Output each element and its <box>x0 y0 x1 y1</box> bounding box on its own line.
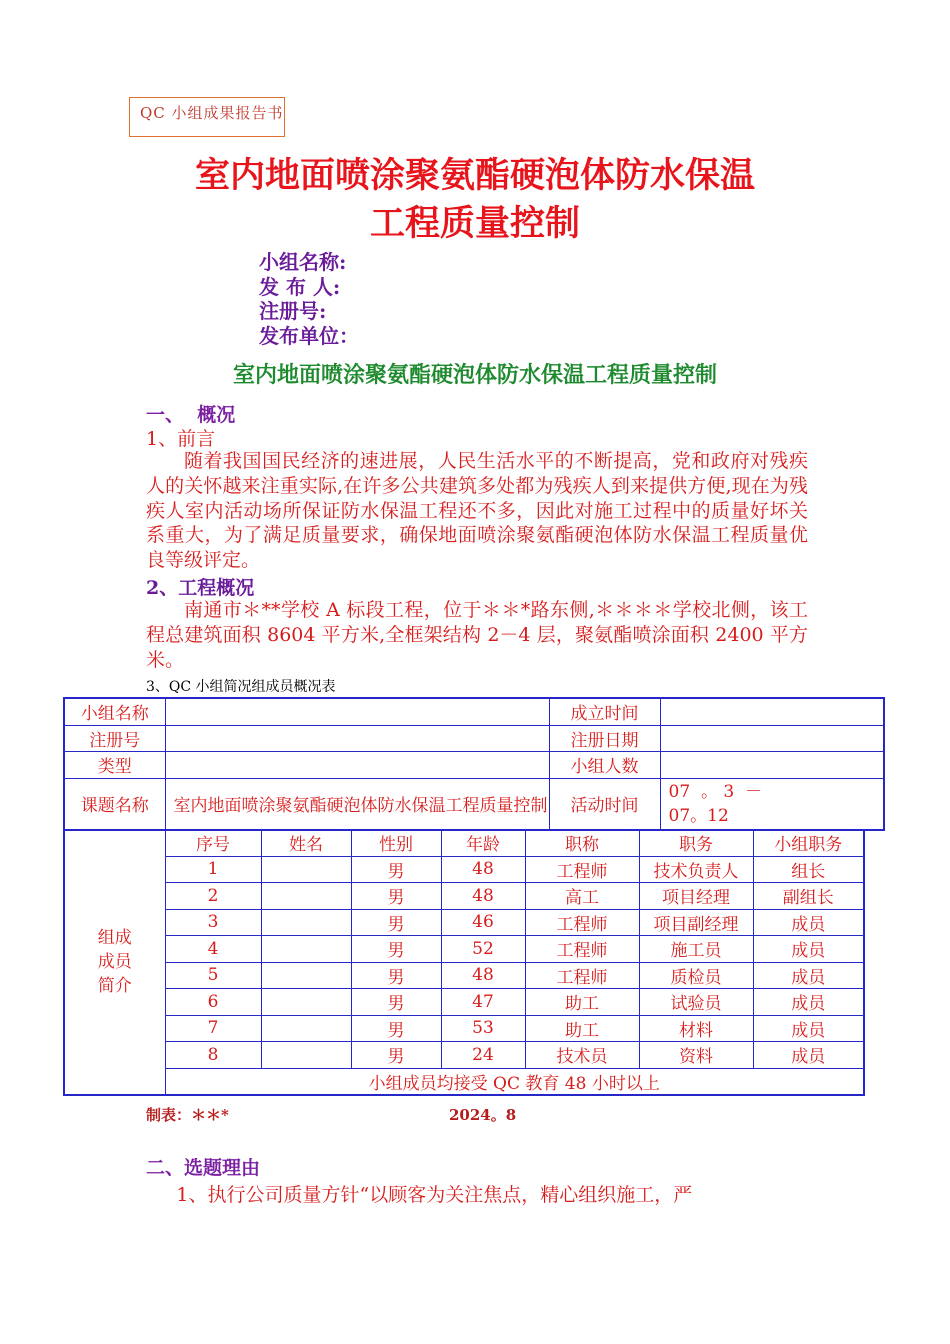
member-row <box>64 989 864 1016</box>
cell: 技术员 <box>525 1042 639 1069</box>
cell <box>261 1015 351 1042</box>
members-count-label: 小组人数 <box>549 752 660 779</box>
cell: 24 <box>441 1042 525 1069</box>
cell: 材料 <box>639 1015 753 1042</box>
member-row <box>64 909 864 936</box>
cell <box>261 909 351 936</box>
cell: 48 <box>441 883 525 910</box>
cell: 组长 <box>753 856 864 883</box>
activity-line-2: 07。12 <box>668 805 729 826</box>
cell: 工程师 <box>525 936 639 963</box>
cell: 资料 <box>639 1042 753 1069</box>
cell: 4 <box>165 936 261 963</box>
preface-text: 随着我国国民经济的速进展，人民生活水平的不断提高，党和政府对残疾人的关怀越来注重实际,在许多公共建筑多处都为残疾人到来提供方便,现在为残疾人室内活动场所保证防水保温工程还不多，因此对施工过程中的质量好坏关系重大，为了满足质量要求，确保地面喷涂聚氨酯硬泡体防水保温工程质量优良等级评定。 <box>146 450 808 572</box>
cell: 男 <box>351 936 441 963</box>
meta-reg-no: 注册号: <box>259 299 327 323</box>
cell: 男 <box>351 856 441 883</box>
cell: 成员 <box>753 962 864 989</box>
cell: 副组长 <box>753 883 864 910</box>
cell: 男 <box>351 1015 441 1042</box>
topic-value: 室内地面喷涂聚氨酯硬泡体防水保温工程质量控制 <box>165 778 549 830</box>
group-name-label: 小组名称 <box>64 698 165 725</box>
cell: 技术负责人 <box>639 856 753 883</box>
table-row-group-name <box>64 698 884 725</box>
cell: 男 <box>351 1042 441 1069</box>
member-row <box>64 936 864 963</box>
cell: 工程师 <box>525 856 639 883</box>
topic-label: 课题名称 <box>64 778 165 830</box>
preface-paragraph <box>146 449 808 573</box>
type-value <box>165 752 549 779</box>
member-row <box>64 1015 864 1042</box>
reg-date-label: 注册日期 <box>549 725 660 752</box>
cell: 52 <box>441 936 525 963</box>
section-2-paragraph: 1、执行公司质量方针“以顾客为关注焦点，精心组织施工，严 <box>176 1184 693 1206</box>
cell: 成员 <box>753 909 864 936</box>
cell: 高工 <box>525 883 639 910</box>
cell: 1 <box>165 856 261 883</box>
cell: 48 <box>441 962 525 989</box>
document-tag-box <box>129 97 285 137</box>
header-name: 姓名 <box>261 830 351 857</box>
table-row-topic <box>64 778 884 830</box>
cell: 工程师 <box>525 909 639 936</box>
report-meta <box>259 250 359 348</box>
cell: 施工员 <box>639 936 753 963</box>
cell <box>261 936 351 963</box>
cell: 助工 <box>525 989 639 1016</box>
section-2-heading: 二、选题理由 <box>146 1157 261 1179</box>
cell <box>261 856 351 883</box>
meta-publisher: 发 布 人: <box>259 274 341 299</box>
subtitle: 室内地面喷涂聚氨酯硬泡体防水保温工程质量控制 <box>232 363 717 388</box>
main-title-line-2: 工程质量控制 <box>369 204 580 244</box>
section-1-heading: 一、 概况 <box>146 404 236 426</box>
table-row-reg <box>64 725 884 752</box>
activity-value <box>660 778 884 830</box>
cell: 男 <box>351 883 441 910</box>
members-section-label <box>64 830 165 1096</box>
activity-label: 活动时间 <box>549 778 660 830</box>
table-row-type <box>64 752 884 779</box>
cell: 48 <box>441 856 525 883</box>
cell <box>261 989 351 1016</box>
cell: 7 <box>165 1015 261 1042</box>
project-overview-text: 南通市＊**学校 A 标段工程，位于＊＊*路东侧,＊＊＊＊学校北侧，该工程总建筑面积 8604 平方米,全框架结构 2－4 层，聚氨酯喷涂面积 2400 平方米。 <box>146 599 808 671</box>
cell: 8 <box>165 1042 261 1069</box>
table-date: 2024。8 <box>449 1106 517 1124</box>
table-caption: 3、QC 小组简况组成员概况表 <box>146 679 336 695</box>
qc-group-table-body <box>63 697 885 831</box>
cell <box>261 962 351 989</box>
members-label-2: 成员 <box>97 952 132 972</box>
cell: 47 <box>441 989 525 1016</box>
cell: 3 <box>165 909 261 936</box>
members-count-value <box>660 752 884 779</box>
table-maker: 制表：＊＊* <box>146 1106 229 1124</box>
member-row <box>64 883 864 910</box>
cell <box>261 1042 351 1069</box>
members-header-row <box>64 830 864 857</box>
member-row <box>64 1042 864 1069</box>
cell: 成员 <box>753 936 864 963</box>
cell: 项目经理 <box>639 883 753 910</box>
section-1-sub-2: 2、工程概况 <box>146 577 255 599</box>
cell: 5 <box>165 962 261 989</box>
cell: 成员 <box>753 1042 864 1069</box>
meta-group-name: 小组名称: <box>259 250 347 274</box>
meta-unit: 发布单位： <box>259 323 359 348</box>
member-row <box>64 856 864 883</box>
reg-label: 注册号 <box>64 725 165 752</box>
main-title-line-1: 室内地面喷涂聚氨酯硬泡体防水保温 <box>194 156 755 196</box>
cell <box>261 883 351 910</box>
section-1-sub-1: 1、前言 <box>146 428 216 450</box>
members-label-1: 组成 <box>97 928 132 948</box>
header-position: 职务 <box>639 830 753 857</box>
members-label-3: 简介 <box>97 976 132 996</box>
header-age: 年龄 <box>441 830 525 857</box>
table-footnote: 小组成员均接受 QC 教育 48 小时以上 <box>165 1068 864 1095</box>
cell: 男 <box>351 962 441 989</box>
qc-members-table <box>63 829 865 1096</box>
activity-line-1: 07 。 3 － <box>668 781 762 802</box>
cell: 试验员 <box>639 989 753 1016</box>
cell: 46 <box>441 909 525 936</box>
cell: 质检员 <box>639 962 753 989</box>
cell: 成员 <box>753 1015 864 1042</box>
cell: 工程师 <box>525 962 639 989</box>
type-label: 类型 <box>64 752 165 779</box>
document-tag: QC 小组成果报告书 <box>140 104 284 122</box>
header-gender: 性别 <box>351 830 441 857</box>
project-overview-paragraph <box>146 598 808 672</box>
cell: 男 <box>351 989 441 1016</box>
header-group-role: 小组职务 <box>753 830 864 857</box>
cell: 6 <box>165 989 261 1016</box>
cell: 2 <box>165 883 261 910</box>
cell: 男 <box>351 909 441 936</box>
founded-value <box>660 698 884 725</box>
header-title: 职称 <box>525 830 639 857</box>
cell: 项目副经理 <box>639 909 753 936</box>
group-name-value <box>165 698 549 725</box>
cell: 53 <box>441 1015 525 1042</box>
founded-label: 成立时间 <box>549 698 660 725</box>
reg-date-value <box>660 725 884 752</box>
table-footnote-row <box>64 1068 864 1095</box>
cell: 助工 <box>525 1015 639 1042</box>
reg-value <box>165 725 549 752</box>
header-no: 序号 <box>165 830 261 857</box>
cell: 成员 <box>753 989 864 1016</box>
member-row <box>64 962 864 989</box>
